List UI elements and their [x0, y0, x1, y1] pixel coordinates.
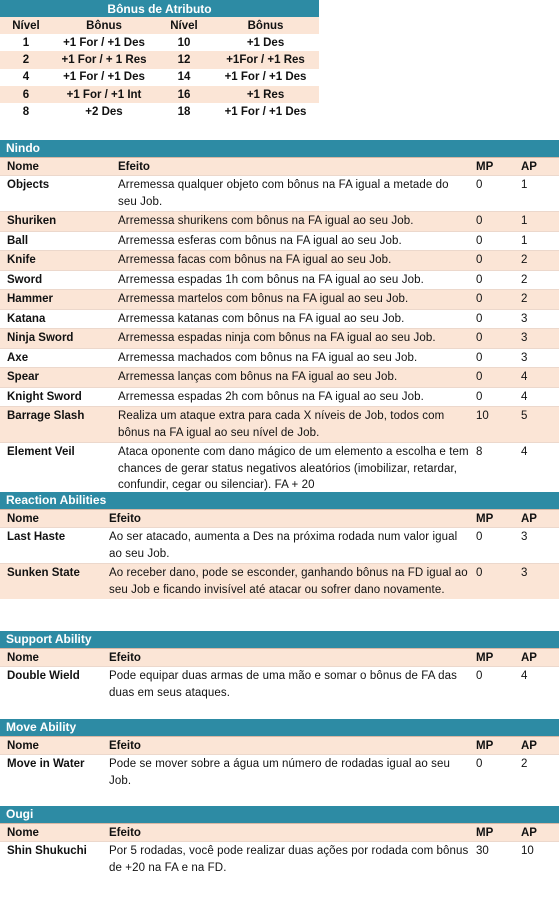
section-title: Nindo	[0, 140, 559, 157]
ability-mp: 0	[469, 528, 514, 564]
ability-mp: 0	[469, 251, 514, 271]
reaction-table	[0, 509, 559, 599]
level-cell: 6	[0, 86, 52, 103]
level-cell: 14	[156, 69, 212, 86]
ability-name: Knight Sword	[0, 387, 111, 407]
ability-name: Barrage Slash	[0, 407, 111, 443]
table-header-row	[0, 824, 559, 842]
header-mp: MP	[469, 649, 514, 667]
ability-ap: 2	[514, 270, 559, 290]
ability-effect: Ataca oponente com dano mágico de um elemento a escolha e tem chances de gerar status negativos aleatórios (imobilizar, retardar, confundir, cegar ou silenciar). FA + 20	[111, 443, 469, 495]
ability-effect: Ao receber dano, pode se esconder, ganhando bônus na FD igual ao seu Job e ficando invisível até atacar ou sofrer dano novamente.	[102, 564, 469, 600]
table-row	[0, 231, 559, 251]
ability-name: Ball	[0, 231, 111, 251]
level-cell: 2	[0, 51, 52, 68]
ability-mp: 0	[469, 231, 514, 251]
ability-ap: 3	[514, 348, 559, 368]
header-name: Nome	[0, 510, 102, 528]
ability-effect: Arremessa katanas com bônus na FA igual ao seu Job.	[111, 309, 469, 329]
ability-mp: 0	[469, 368, 514, 388]
level-cell: 8	[0, 103, 52, 120]
bonus-cell: +1 For / +1 Int	[52, 86, 156, 103]
header-bonus: Bônus	[212, 17, 319, 34]
header-ap: AP	[514, 649, 559, 667]
ability-ap: 4	[514, 387, 559, 407]
ability-ap: 1	[514, 176, 559, 212]
bonus-cell: +2 Des	[52, 103, 156, 120]
ability-effect: Por 5 rodadas, você pode realizar duas ações por rodada com bônus de +20 na FA e na FD.	[102, 842, 469, 878]
header-ap: AP	[514, 737, 559, 755]
table-header-row	[0, 649, 559, 667]
move-section	[0, 719, 559, 790]
header-level: Nível	[156, 17, 212, 34]
level-cell: 10	[156, 34, 212, 51]
ability-mp: 0	[469, 348, 514, 368]
header-mp: MP	[469, 158, 514, 176]
nindo-section	[0, 140, 559, 495]
ability-effect: Realiza um ataque extra para cada X níveis de Job, todos com bônus na FA igual ao seu nível de Job.	[111, 407, 469, 443]
header-effect: Efeito	[102, 510, 469, 528]
table-row	[0, 212, 559, 232]
ability-mp: 0	[469, 270, 514, 290]
table-header-row	[0, 510, 559, 528]
header-name: Nome	[0, 824, 102, 842]
header-bonus: Bônus	[52, 17, 156, 34]
attribute-bonus-header-row	[0, 17, 319, 34]
ougi-table	[0, 823, 559, 877]
ability-name: Sword	[0, 270, 111, 290]
ability-ap: 4	[514, 368, 559, 388]
ability-ap: 2	[514, 755, 559, 791]
level-cell: 12	[156, 51, 212, 68]
table-row	[0, 528, 559, 564]
section-title: Support Ability	[0, 631, 559, 648]
move-table	[0, 736, 559, 790]
ability-mp: 30	[469, 842, 514, 878]
ability-name: Spear	[0, 368, 111, 388]
table-row	[0, 86, 319, 103]
table-row	[0, 290, 559, 310]
bonus-cell: +1 For / +1 Des	[52, 69, 156, 86]
ability-ap: 1	[514, 212, 559, 232]
ability-mp: 0	[469, 755, 514, 791]
table-row	[0, 564, 559, 600]
table-row	[0, 251, 559, 271]
section-title: Move Ability	[0, 719, 559, 736]
table-row	[0, 176, 559, 212]
bonus-cell: +1 For / +1 Des	[212, 69, 319, 86]
ability-effect: Arremessa espadas 1h com bônus na FA igual ao seu Job.	[111, 270, 469, 290]
table-row	[0, 69, 319, 86]
reaction-section	[0, 492, 559, 599]
ability-effect: Pode equipar duas armas de uma mão e somar o bônus de FA das duas em seus ataques.	[102, 667, 469, 703]
ability-ap: 2	[514, 290, 559, 310]
ability-name: Move in Water	[0, 755, 102, 791]
header-effect: Efeito	[102, 649, 469, 667]
section-title: Reaction Abilities	[0, 492, 559, 509]
ability-name: Hammer	[0, 290, 111, 310]
table-row	[0, 348, 559, 368]
ability-effect: Ao ser atacado, aumenta a Des na próxima rodada num valor igual ao seu Job.	[102, 528, 469, 564]
ability-name: Ninja Sword	[0, 329, 111, 349]
header-name: Nome	[0, 737, 102, 755]
attribute-bonus-title: Bônus de Atributo	[0, 0, 319, 17]
header-effect: Efeito	[102, 737, 469, 755]
table-row	[0, 755, 559, 791]
ability-mp: 0	[469, 667, 514, 703]
table-row	[0, 368, 559, 388]
support-section	[0, 631, 559, 702]
table-row	[0, 51, 319, 68]
ability-ap: 3	[514, 329, 559, 349]
header-ap: AP	[514, 824, 559, 842]
ability-mp: 8	[469, 443, 514, 495]
level-cell: 18	[156, 103, 212, 120]
ability-name: Objects	[0, 176, 111, 212]
header-mp: MP	[469, 737, 514, 755]
ability-ap: 3	[514, 528, 559, 564]
header-ap: AP	[514, 510, 559, 528]
level-cell: 4	[0, 69, 52, 86]
ability-ap: 10	[514, 842, 559, 878]
section-title: Ougi	[0, 806, 559, 823]
level-cell: 16	[156, 86, 212, 103]
ability-ap: 1	[514, 231, 559, 251]
header-ap: AP	[514, 158, 559, 176]
ability-effect: Arremessa esferas com bônus na FA igual ao seu Job.	[111, 231, 469, 251]
ability-mp: 0	[469, 176, 514, 212]
header-mp: MP	[469, 510, 514, 528]
ability-name: Axe	[0, 348, 111, 368]
header-effect: Efeito	[111, 158, 469, 176]
ability-mp: 0	[469, 212, 514, 232]
ability-mp: 0	[469, 564, 514, 600]
header-effect: Efeito	[102, 824, 469, 842]
ability-effect: Arremessa martelos com bônus na FA igual ao seu Job.	[111, 290, 469, 310]
ability-ap: 3	[514, 564, 559, 600]
ability-name: Sunken State	[0, 564, 102, 600]
header-name: Nome	[0, 158, 111, 176]
ability-effect: Arremessa shurikens com bônus na FA igual ao seu Job.	[111, 212, 469, 232]
ability-name: Shuriken	[0, 212, 111, 232]
bonus-cell: +1 For / +1 Des	[52, 34, 156, 51]
ability-name: Katana	[0, 309, 111, 329]
nindo-table	[0, 157, 559, 495]
table-row	[0, 443, 559, 495]
ability-name: Element Veil	[0, 443, 111, 495]
table-header-row	[0, 737, 559, 755]
ability-effect: Arremessa espadas ninja com bônus na FA igual ao seu Job.	[111, 329, 469, 349]
ability-ap: 5	[514, 407, 559, 443]
bonus-cell: +1 For / +1 Des	[212, 103, 319, 120]
bonus-cell: +1 Des	[212, 34, 319, 51]
ability-mp: 0	[469, 387, 514, 407]
support-table	[0, 648, 559, 702]
ability-ap: 2	[514, 251, 559, 271]
ability-effect: Pode se mover sobre a água um número de rodadas igual ao seu Job.	[102, 755, 469, 791]
ability-ap: 3	[514, 309, 559, 329]
table-row	[0, 103, 319, 120]
table-row	[0, 34, 319, 51]
ability-ap: 4	[514, 667, 559, 703]
bonus-cell: +1For / +1 Res	[212, 51, 319, 68]
ability-name: Last Haste	[0, 528, 102, 564]
ability-name: Double Wield	[0, 667, 102, 703]
table-row	[0, 329, 559, 349]
bonus-cell: +1 For / + 1 Res	[52, 51, 156, 68]
ability-effect: Arremessa qualquer objeto com bônus na FA igual a metade do seu Job.	[111, 176, 469, 212]
attribute-bonus-table	[0, 0, 319, 120]
level-cell: 1	[0, 34, 52, 51]
table-row	[0, 387, 559, 407]
header-mp: MP	[469, 824, 514, 842]
ability-effect: Arremessa lanças com bônus na FA igual ao seu Job.	[111, 368, 469, 388]
table-row	[0, 842, 559, 878]
table-header-row	[0, 158, 559, 176]
ability-mp: 0	[469, 290, 514, 310]
table-row	[0, 667, 559, 703]
ability-effect: Arremessa facas com bônus na FA igual ao seu Job.	[111, 251, 469, 271]
ougi-section	[0, 806, 559, 877]
ability-ap: 4	[514, 443, 559, 495]
table-row	[0, 270, 559, 290]
ability-mp: 0	[469, 309, 514, 329]
ability-name: Shin Shukuchi	[0, 842, 102, 878]
ability-name: Knife	[0, 251, 111, 271]
header-name: Nome	[0, 649, 102, 667]
ability-mp: 0	[469, 329, 514, 349]
header-level: Nível	[0, 17, 52, 34]
bonus-cell: +1 Res	[212, 86, 319, 103]
ability-effect: Arremessa espadas 2h com bônus na FA igual ao seu Job.	[111, 387, 469, 407]
ability-effect: Arremessa machados com bônus na FA igual ao seu Job.	[111, 348, 469, 368]
table-row	[0, 309, 559, 329]
ability-mp: 10	[469, 407, 514, 443]
table-row	[0, 407, 559, 443]
